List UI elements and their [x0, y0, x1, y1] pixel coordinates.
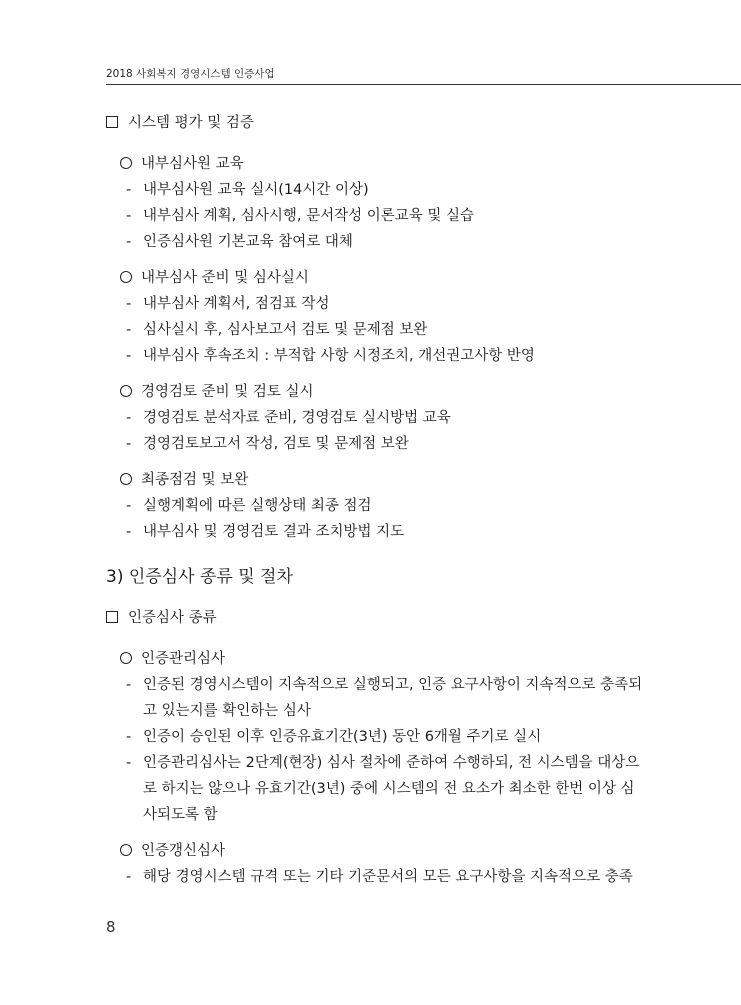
subheading-surveillance-audit	[106, 646, 646, 672]
subheading-label: 인증갱신심사	[141, 843, 226, 859]
subheading-management-review	[106, 379, 646, 405]
subheading-label: 인증관리심사	[141, 651, 226, 667]
list-item-text: 인증된 경영시스템이 지속적으로 실행되고, 인증 요구사항이 지속적으로 충족되고 있는지를 확인하는 심사	[143, 677, 643, 719]
list-item-text: 경영검토 분석자료 준비, 경영검토 실시방법 교육	[143, 410, 451, 426]
circle-bullet-icon	[120, 157, 132, 169]
list-item: - 해당 경영시스템 규격 또는 기타 기준문서의 모든 요구사항을 지속적으로 충족	[126, 869, 633, 885]
subheading-audit-preparation	[106, 265, 646, 291]
list-item: - 내부심사 후속조치 : 부적합 사항 시정조치, 개선권고사항 반영	[126, 348, 535, 364]
page-number: 8	[106, 918, 116, 936]
section-heading: 3) 인증심사 종류 및 절차	[106, 567, 293, 587]
list-item: - 심사실시 후, 심사보고서 검토 및 문제점 보완	[126, 322, 428, 338]
list-item-text: 내부심사 계획, 심사시행, 문서작성 이론교육 및 실습	[143, 208, 475, 224]
list-item: - 인증관리심사는 2단계(현장) 심사 절차에 준하여 수행하되, 전 시스템을 대상으로 하지는 않으나 유효기간(3년) 중에 시스템의 전 요소가 최소한 한번 이상 심사되도록 함	[126, 755, 640, 823]
list-item-text: 내부심사 후속조치 : 부적합 사항 시정조치, 개선권고사항 반영	[143, 348, 535, 364]
circle-bullet-icon	[120, 844, 132, 856]
square-bullet-icon	[106, 116, 118, 128]
list-item-text: 인증관리심사는 2단계(현장) 심사 절차에 준하여 수행하되, 전 시스템을 대상으로 하지는 않으나 유효기간(3년) 중에 시스템의 전 요소가 최소한 한번 이상 심사되도록 함	[143, 755, 640, 823]
page-body	[106, 110, 646, 890]
heading-audit-types	[106, 605, 646, 631]
header-divider	[106, 84, 741, 85]
list-item-text: 경영검토보고서 작성, 검토 및 문제점 보완	[143, 436, 409, 452]
square-bullet-icon	[106, 611, 118, 623]
list-item: - 내부심사 계획서, 점검표 작성	[126, 296, 330, 312]
circle-bullet-icon	[120, 652, 132, 664]
list-item-text: 해당 경영시스템 규격 또는 기타 기준문서의 모든 요구사항을 지속적으로 충족	[143, 869, 633, 885]
list-item: - 경영검토보고서 작성, 검토 및 문제점 보완	[126, 436, 409, 452]
subheading-label: 경영검토 준비 및 검토 실시	[141, 384, 314, 400]
list-item-text: 내부심사 계획서, 점검표 작성	[143, 296, 330, 312]
list-item: - 인증된 경영시스템이 지속적으로 실행되고, 인증 요구사항이 지속적으로 충족되고 있는지를 확인하는 심사	[126, 677, 643, 719]
list-item: - 내부심사 계획, 심사시행, 문서작성 이론교육 및 실습	[126, 208, 475, 224]
circle-bullet-icon	[120, 473, 132, 485]
subheading-label: 내부심사원 교육	[141, 156, 244, 172]
circle-bullet-icon	[120, 271, 132, 283]
list-item: - 내부심사 및 경영검토 결과 조치방법 지도	[126, 524, 405, 540]
list-item-text: 내부심사원 교육 실시(14시간 이상)	[143, 182, 369, 198]
list-item: - 내부심사원 교육 실시(14시간 이상)	[126, 182, 369, 198]
subheading-label: 내부심사 준비 및 심사실시	[141, 270, 309, 286]
list-item-text: 인증심사원 기본교육 참여로 대체	[143, 234, 353, 250]
subheading-final-check	[106, 467, 646, 493]
list-item-text: 내부심사 및 경영검토 결과 조치방법 지도	[143, 524, 405, 540]
list-item: - 실행계획에 따른 실행상태 최종 점검	[126, 498, 372, 514]
subheading-label: 최종점검 및 보완	[141, 472, 249, 488]
heading-label: 시스템 평가 및 검증	[128, 115, 254, 131]
list-item-text: 실행계획에 따른 실행상태 최종 점검	[143, 498, 372, 514]
running-header: 2018 사회복지 경영시스템 인증사업	[106, 68, 275, 80]
list-item: - 인증심사원 기본교육 참여로 대체	[126, 234, 353, 250]
heading-label: 인증심사 종류	[128, 610, 217, 626]
subheading-renewal-audit	[106, 838, 646, 864]
heading-system-evaluation	[106, 110, 646, 136]
list-item-text: 심사실시 후, 심사보고서 검토 및 문제점 보완	[143, 322, 428, 338]
subheading-auditor-training	[106, 151, 646, 177]
list-item: - 인증이 승인된 이후 인증유효기간(3년) 동안 6개월 주기로 실시	[126, 729, 542, 745]
list-item-text: 인증이 승인된 이후 인증유효기간(3년) 동안 6개월 주기로 실시	[143, 729, 542, 745]
list-item: - 경영검토 분석자료 준비, 경영검토 실시방법 교육	[126, 410, 451, 426]
circle-bullet-icon	[120, 385, 132, 397]
